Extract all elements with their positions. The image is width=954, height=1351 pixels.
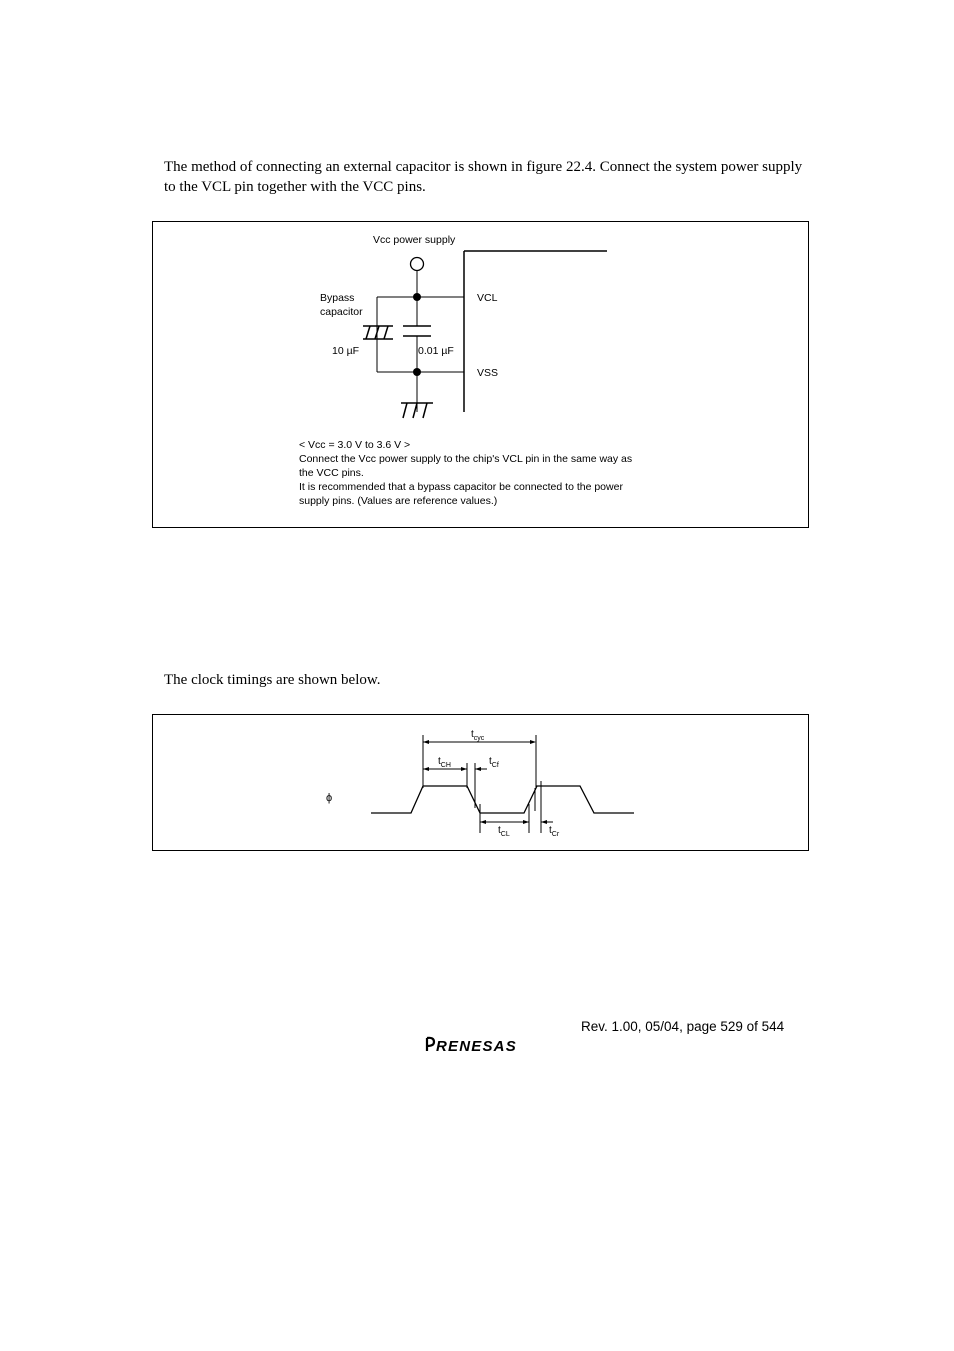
capacitor-large-value: 10 µF [332, 345, 360, 357]
arrowheads [423, 740, 547, 824]
clock-signal-label: ϕ [326, 792, 333, 804]
tcl-label: $t_{CL}$ [498, 825, 510, 838]
page-footer-revision: Rev. 1.00, 05/04, page 529 of 544 [581, 1019, 785, 1034]
intro-paragraph: The method of connecting an external capacitor is shown in figure 22.4. Connect the system power supply to the VCL pin together with the VCC pins. [164, 159, 803, 195]
tcr-label: $t_{Cr}$ [549, 825, 560, 838]
note-line: It is recommended that a bypass capacitor be connected to the power [299, 481, 623, 493]
ground-icon [403, 403, 427, 418]
capacitor-connection-figure [152, 221, 809, 528]
vss-pin-label: VSS [477, 367, 499, 379]
note-line: the VCC pins. [299, 467, 364, 479]
vcl-pin-label: VCL [477, 292, 498, 304]
vcc-terminal-icon [411, 258, 424, 271]
tcyc-label: $t_{cyc}$ [471, 729, 485, 742]
note-line: Connect the Vcc power supply to the chip's VCL pin in the same way as [299, 453, 633, 465]
vcc-supply-label: Vcc power supply [373, 234, 456, 246]
renesas-logo-text: RENESAS [436, 1038, 517, 1055]
tch-label: $t_{CH}$ [438, 756, 451, 769]
bypass-label-line1: Bypass [320, 292, 355, 304]
capacitor-note [299, 438, 679, 508]
renesas-logo [424, 1035, 542, 1057]
clock-timing-figure [152, 714, 809, 851]
capacitor-small-value: 0.01 µF [418, 345, 454, 357]
note-line: supply pins. (Values are reference values.) [299, 495, 498, 507]
vss-junction-dot [413, 368, 421, 376]
clock-waveform [371, 786, 634, 813]
note-voltage-range: < Vcc = 3.0 V to 3.6 V > [299, 439, 411, 451]
clock-timing-diagram [153, 715, 810, 852]
clock-paragraph: The clock timings are shown below. [164, 672, 381, 688]
vcl-junction-dot [413, 293, 421, 301]
timing-reference-lines [423, 735, 553, 833]
tcf-label: $t_{Cf}$ [489, 756, 499, 769]
bypass-label-line2: capacitor [320, 306, 363, 318]
